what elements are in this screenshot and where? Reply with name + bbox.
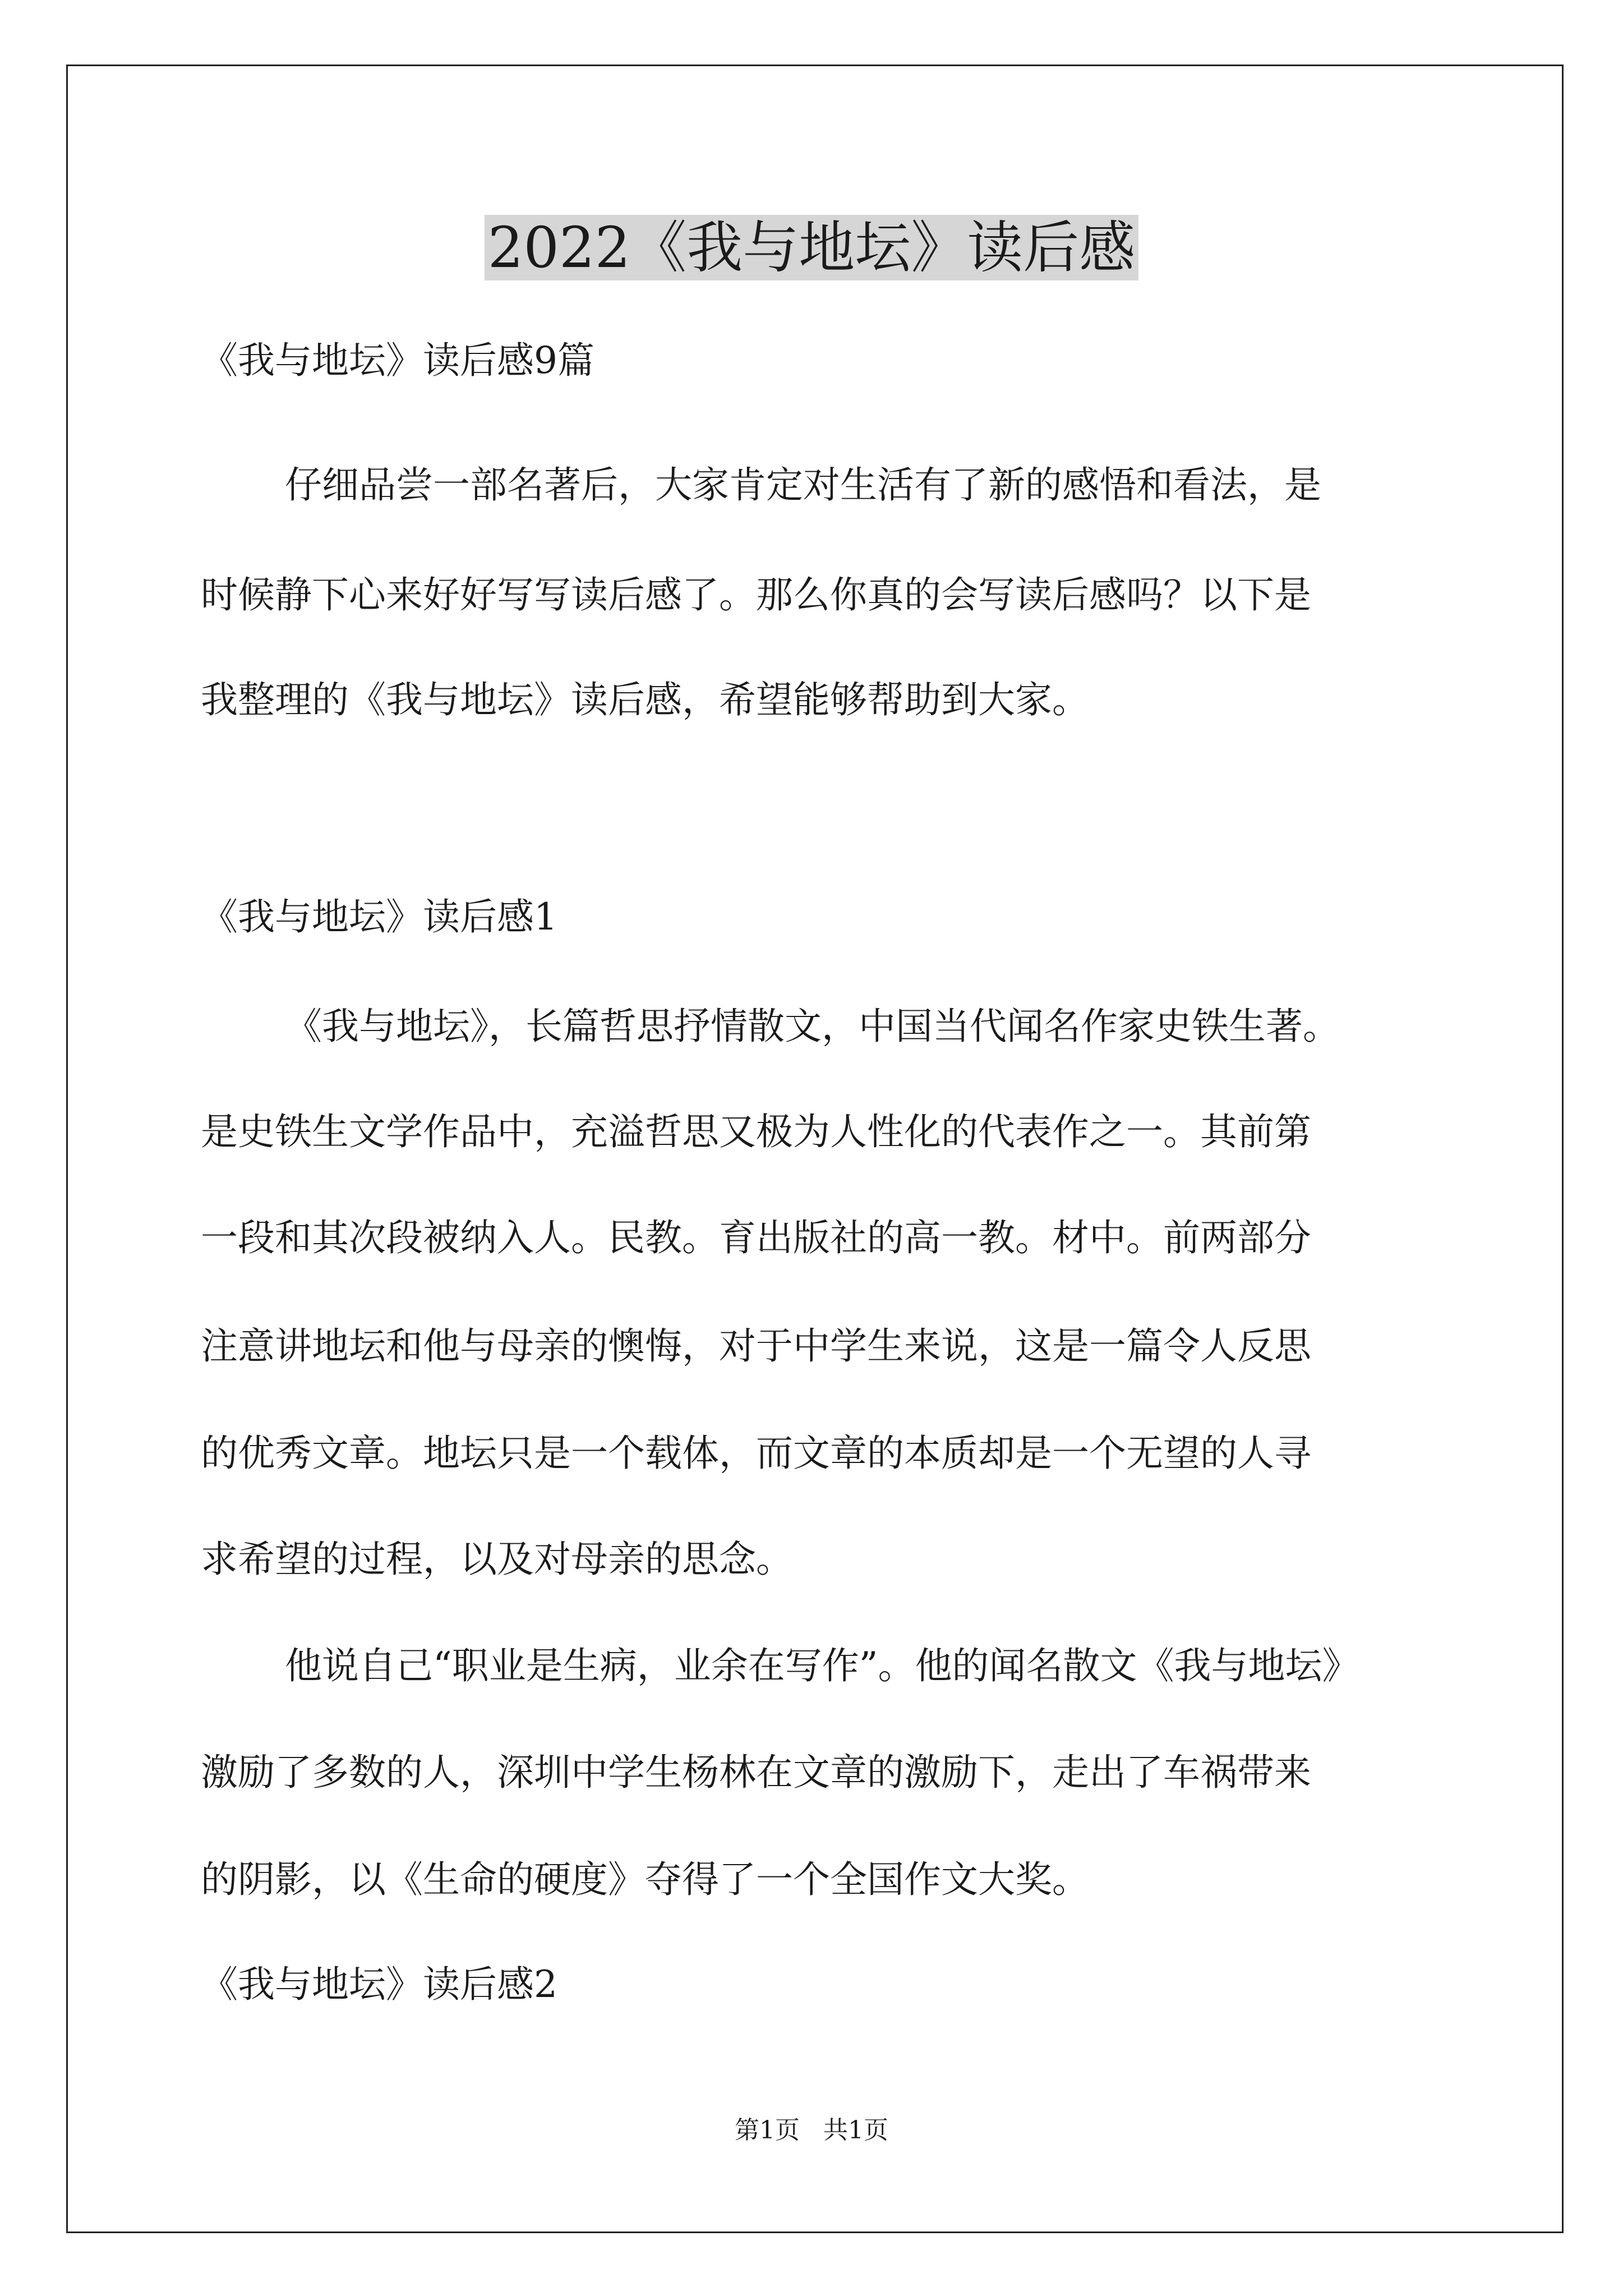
essay1-line-3: 一段和其次段被纳入人。民教。育出版社的高一教。材中。前两部分 — [201, 1216, 1311, 1259]
essay1-line-5: 的优秀文章。地坛只是一个载体，而文章的本质却是一个无望的人寻 — [201, 1432, 1311, 1475]
section-heading-2: 《我与地坛》读后感2 — [201, 1963, 557, 2006]
essay1-line-9: 的阴影，以《生命的硬度》夺得了一个全国作文大奖。 — [201, 1858, 1089, 1901]
essay1-line-2: 是史铁生文学作品中，充溢哲思又极为人性化的代表作之一。其前第 — [201, 1110, 1311, 1153]
essay1-line-4: 注意讲地坛和他与母亲的懊悔，对于中学生来说，这是一篇令人反思 — [201, 1324, 1311, 1368]
section-heading-1: 《我与地坛》读后感1 — [201, 895, 557, 938]
collection-heading: 《我与地坛》读后感9篇 — [201, 339, 594, 382]
intro-line-3: 我整理的《我与地坛》读后感，希望能够帮助到大家。 — [201, 678, 1089, 721]
essay1-line-1: 《我与地坛》，长篇哲思抒情散文，中国当代闻名作家史铁生著。 — [285, 1005, 1340, 1048]
intro-line-1: 仔细品尝一部名著后，大家肯定对生活有了新的感悟和看法，是 — [285, 463, 1321, 507]
essay1-line-8: 激励了多数的人，深圳中学生杨林在文章的激励下，走出了车祸带来 — [201, 1751, 1311, 1794]
intro-line-2: 时候静下心来好好写写读后感了。那么你真的会写读后感吗？以下是 — [201, 573, 1311, 616]
document-title-text: 2022《我与地坛》读后感 — [485, 215, 1139, 280]
essay1-line-6: 求希望的过程，以及对母亲的思念。 — [201, 1538, 793, 1581]
essay1-line-7: 他说自己“职业是生病，业余在写作”。他的闻名散文《我与地坛》 — [285, 1644, 1359, 1687]
document-title — [0, 209, 1623, 287]
page-footer: 第1页 共1页 — [735, 2116, 888, 2145]
